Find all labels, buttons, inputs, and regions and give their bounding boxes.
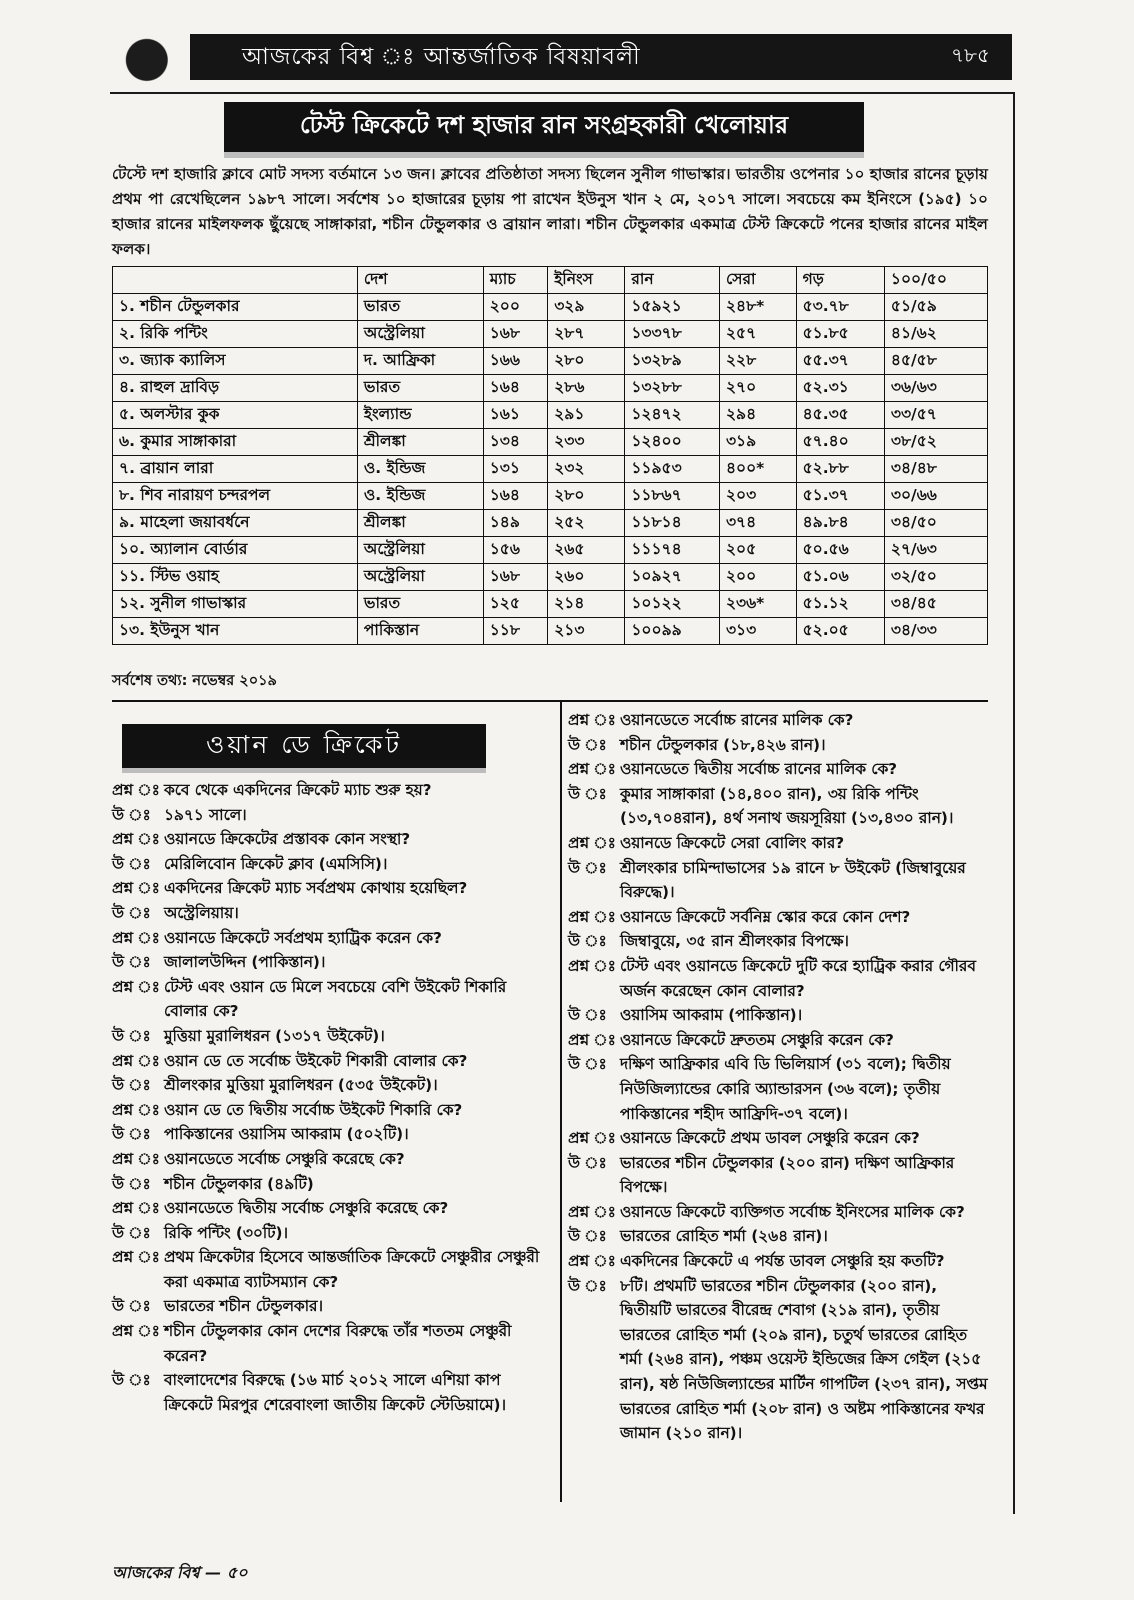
table-cell: ও. ইন্ডিজ	[357, 456, 483, 483]
table-cell: পাকিস্তান	[357, 618, 483, 645]
player-name-cell: ১২. সুনীল গাভাস্কার	[113, 591, 358, 618]
answer-text: মুত্তিয়া মুরালিধরন (১৩১৭ উইকেট)।	[164, 1026, 385, 1045]
table-cell: ৪০০*	[719, 456, 796, 483]
table-header-row	[113, 267, 988, 294]
question-text: ওয়ানডে ক্রিকেটের প্রস্তাবক কোন সংস্থা?	[164, 830, 411, 849]
answer	[112, 1368, 550, 1417]
table-cell: ৩২/৫০	[884, 564, 987, 591]
table-header-cell: ইনিংস	[548, 267, 625, 294]
question-label: প্রশ্ন ঃ	[112, 879, 160, 898]
table-cell: ২৯৪	[719, 402, 796, 429]
table-cell: ২৮৭	[548, 321, 625, 348]
answer-label: উ ঃ	[112, 1223, 151, 1242]
player-name-cell: ৭. ব্রায়ান লারা	[113, 456, 358, 483]
table-cell: ৩৪/৪৮	[884, 456, 987, 483]
table-cell: ৪৫.৩৫	[796, 402, 884, 429]
answer-label: উ ঃ	[112, 1174, 151, 1193]
question-label: প্রশ্ন ঃ	[568, 1030, 616, 1049]
answer-label: উ ঃ	[112, 1026, 151, 1045]
player-name-cell: ১১. স্টিভ ওয়াহ	[113, 564, 358, 591]
question-text: ওয়ানডেতে সর্বোচ্চ রানের মালিক কে?	[620, 711, 854, 729]
answer-text: শ্রীলংকার চামিন্দাভাসের ১৯ রানে ৮ উইকেট (জিম্বাবুয়ের বিরুদ্ধে)।	[620, 858, 966, 902]
answer	[112, 950, 550, 975]
table-row	[113, 483, 988, 510]
table-row	[113, 429, 988, 456]
table-header-cell	[113, 267, 358, 294]
answer-label: উ ঃ	[112, 953, 151, 972]
table-header-cell: রান	[625, 267, 720, 294]
table-cell: ৫৭.৪০	[796, 429, 884, 456]
intro-paragraph: টেস্টে দশ হাজারি ক্লাবে মোট সদস্য বর্তমানে ১৩ জন। ক্লাবের প্রতিষ্ঠাতা সদস্য ছিলেন সুনীল গাভাস্কার। ভারতীয় ওপেনার ১০ হাজার রানের চূড়ায় প্রথম পা রেখেছিলেন ১৯৮৭ সালে। সর্বশেষ ১০ হাজারের চূড়ায় পা রাখেন ইউনুস খান ২ মে, ২০১৭ সালে। সবচেয়ে কম ইনিংসে (১৯৫) ১০ হাজার রানের মাইলফলক ছুঁয়েছে সাঙ্গাকারা, শচীন টেন্ডুলকার ও ব্রায়ান লারা। শচীন টেন্ডুলকার একমাত্র টেস্ট ক্রিকেটে পনের হাজার রানের মাইল ফলক।	[112, 165, 988, 258]
table-cell: ১১৯৫৩	[625, 456, 720, 483]
question	[112, 876, 550, 901]
table-row	[113, 510, 988, 537]
answer-text: মেরিলিবোন ক্রিকেট ক্লাব (এমসিসি)।	[164, 854, 388, 873]
column-divider	[560, 702, 562, 1502]
section-divider	[112, 700, 988, 702]
table-cell: ৪৯.৮৪	[796, 510, 884, 537]
table-cell: ভারত	[357, 375, 483, 402]
table-cell: ১৩২৮৯	[625, 348, 720, 375]
question-label: প্রশ্ন ঃ	[112, 977, 160, 996]
table-row	[113, 402, 988, 429]
answer	[112, 803, 550, 828]
question-label: প্রশ্ন ঃ	[568, 833, 616, 852]
player-name-cell: ১০. অ্যালান বোর্ডার	[113, 537, 358, 564]
table-cell: ৫১.৩৭	[796, 483, 884, 510]
table-cell: ৪১/৬২	[884, 321, 987, 348]
question-label: প্রশ্ন ঃ	[568, 1129, 616, 1148]
odi-section-title: ওয়ান ডে ক্রিকেট	[122, 724, 486, 768]
table-cell: ২৬০	[548, 564, 625, 591]
table-cell: ৩৭৪	[719, 510, 796, 537]
answer-text: ১৯৭১ সালে।	[164, 805, 247, 824]
table-header-cell: সেরা	[719, 267, 796, 294]
answer-label: উ ঃ	[112, 1297, 151, 1316]
table-cell: ১২৫	[483, 591, 548, 618]
table-row	[113, 348, 988, 375]
answer-label: উ ঃ	[112, 1076, 151, 1095]
answer-text: দক্ষিণ আফ্রিকার এবি ডি ভিলিয়ার্স (৩১ বলে); দ্বিতীয় নিউজিল্যান্ডের কোরি অ্যান্ডারসন (৩৬ বলে); তৃতীয় পাকিস্তানের শহীদ আফ্রিদি-৩৭ বলে)।	[620, 1055, 951, 1123]
ornament-icon	[118, 28, 190, 86]
table-row	[113, 321, 988, 348]
question-text: ওয়ানডে ক্রিকেটে সর্বপ্রথম হ্যাট্রিক করেন কে?	[164, 928, 442, 947]
question-label: প্রশ্ন ঃ	[112, 1199, 160, 1218]
question	[568, 1249, 988, 1274]
answer-label: উ ঃ	[568, 784, 607, 803]
question-text: টেস্ট এবং ওয়ান ডে মিলে সবচেয়ে বেশি উইকেট শিকারি বোলার কে?	[164, 977, 507, 1021]
table-cell: ৩৪/৩৩	[884, 618, 987, 645]
question-label: প্রশ্ন ঃ	[112, 1248, 160, 1267]
table-cell: ৫১/৫৯	[884, 294, 987, 321]
question-text: ওয়ানডেতে সর্বোচ্চ সেঞ্চুরি করেছে কে?	[164, 1149, 405, 1168]
table-body	[113, 294, 988, 645]
table-cell: ১০১২২	[625, 591, 720, 618]
player-name-cell: ১. শচীন টেন্ডুলকার	[113, 294, 358, 321]
question-text: ওয়ান ডে তে দ্বিতীয় সর্বোচ্চ উইকেট শিকারি কে?	[164, 1100, 463, 1119]
ten-thousand-runs-table	[112, 266, 988, 645]
table-header-cell: গড়	[796, 267, 884, 294]
table-cell: ২৫৭	[719, 321, 796, 348]
table-cell: ৫৩.৭৮	[796, 294, 884, 321]
table-header-cell: ম্যাচ	[483, 267, 548, 294]
question	[568, 905, 988, 930]
table-cell: ১২৪০০	[625, 429, 720, 456]
question-text: ওয়ানডেতে দ্বিতীয় সর্বোচ্চ রানের মালিক কে?	[620, 760, 898, 779]
answer-label: উ ঃ	[568, 932, 607, 951]
answer-label: উ ঃ	[568, 1276, 607, 1295]
player-name-cell: ৩. জ্যাক ক্যালিস	[113, 348, 358, 375]
table-cell: ৫১.০৬	[796, 564, 884, 591]
answer	[568, 1003, 988, 1028]
question	[112, 1245, 550, 1294]
table-row	[113, 294, 988, 321]
table-cell: ১৫৬	[483, 537, 548, 564]
answer-text: বাংলাদেশের বিরুদ্ধে (১৬ মার্চ ২০১২ সালে এশিয়া কাপ ক্রিকেটে মিরপুর শেরেবাংলা জাতীয় ক্রিকেট স্টেডিয়ামে)।	[164, 1371, 507, 1414]
answer-text: শচীন টেন্ডুলকার (১৮,৪২৬ রান)।	[620, 735, 826, 754]
answer-label: উ ঃ	[568, 858, 607, 877]
answer-label: উ ঃ	[112, 903, 151, 922]
answer	[568, 1274, 988, 1446]
question	[568, 1028, 988, 1053]
header-title: আজকের বিশ্ব ঃ আন্তর্জাতিক বিষয়াবলী	[242, 43, 641, 70]
answer	[568, 1224, 988, 1249]
question	[112, 1049, 550, 1074]
table-row	[113, 537, 988, 564]
table-cell: ও. ইন্ডিজ	[357, 483, 483, 510]
answer	[568, 1052, 988, 1126]
section-title: টেস্ট ক্রিকেটে দশ হাজার রান সংগ্রহকারী খেলোয়ার	[224, 102, 864, 152]
table-cell: দ. আফ্রিকা	[357, 348, 483, 375]
table-cell: ২৩৬*	[719, 591, 796, 618]
table-cell: ৫৫.৩৭	[796, 348, 884, 375]
table-cell: ১৬৬	[483, 348, 548, 375]
qa-column-right	[568, 708, 988, 1446]
answer	[112, 1294, 550, 1319]
table-cell: ১৩১	[483, 456, 548, 483]
question	[568, 831, 988, 856]
table-cell: ১৬৪	[483, 483, 548, 510]
answer-text: জালালউদ্দিন (পাকিস্তান)।	[164, 953, 326, 972]
table-row	[113, 591, 988, 618]
table-cell: ২৭০	[719, 375, 796, 402]
table-cell: ১৬৪	[483, 375, 548, 402]
answer	[112, 1172, 550, 1197]
table-cell: ৫১.৮৫	[796, 321, 884, 348]
table-cell: ১৬৮	[483, 321, 548, 348]
table-cell: ৩৮/৫২	[884, 429, 987, 456]
answer-text: ভারতের শচীন টেন্ডুলকার।	[164, 1297, 323, 1316]
answer-label: উ ঃ	[112, 805, 151, 824]
question-text: ওয়ানডেতে দ্বিতীয় সর্বোচ্চ সেঞ্চুরি করেছে কে?	[164, 1199, 449, 1218]
answer-label: উ ঃ	[568, 1006, 607, 1025]
table-header-cell: ১০০/৫০	[884, 267, 987, 294]
table-cell: ২৭/৬৩	[884, 537, 987, 564]
table-cell: ২২৮	[719, 348, 796, 375]
question-label: প্রশ্ন ঃ	[112, 781, 160, 799]
table-cell: ৫১.১২	[796, 591, 884, 618]
answer	[568, 782, 988, 831]
question	[112, 1147, 550, 1172]
table-row	[113, 456, 988, 483]
page-footer: আজকের বিশ্ব — ৫০	[112, 1563, 248, 1582]
question-label: প্রশ্ন ঃ	[112, 1051, 160, 1070]
question	[568, 1200, 988, 1225]
answer-text: রিকি পন্টিং (৩০টি)।	[164, 1223, 288, 1242]
table-cell: ২০০	[483, 294, 548, 321]
table-cell: ১৩৩৭৮	[625, 321, 720, 348]
table-cell: ১১৮১৪	[625, 510, 720, 537]
table-cell: ১২৪৭২	[625, 402, 720, 429]
table-cell: ১১৮	[483, 618, 548, 645]
answer-text: পাকিস্তানের ওয়াসিম আকরাম (৫০২টি)।	[164, 1125, 409, 1144]
question-text: ওয়ানডে ক্রিকেটে দ্রুততম সেঞ্চুরি করেন কে?	[620, 1030, 894, 1049]
table-cell: ৩২৯	[548, 294, 625, 321]
question-label: প্রশ্ন ঃ	[568, 956, 616, 975]
question-label: প্রশ্ন ঃ	[112, 830, 160, 849]
answer	[568, 856, 988, 905]
question-text: কবে থেকে একদিনের ক্রিকেট ম্যাচ শুরু হয়?	[164, 781, 432, 799]
question-text: একদিনের ক্রিকেট ম্যাচ সর্বপ্রথম কোথায় হয়েছিল?	[164, 879, 468, 898]
table-cell: শ্রীলঙ্কা	[357, 429, 483, 456]
question	[112, 1319, 550, 1368]
table-cell: ১০৯২৭	[625, 564, 720, 591]
table-cell: ২০৫	[719, 537, 796, 564]
question	[568, 708, 988, 733]
question	[568, 954, 988, 1003]
table-cell: ২০০	[719, 564, 796, 591]
answer-text: অস্ট্রেলিয়ায়।	[164, 903, 239, 922]
table-cell: অস্ট্রেলিয়া	[357, 537, 483, 564]
answer-label: উ ঃ	[568, 1153, 607, 1172]
table-cell: ৩৩/৫৭	[884, 402, 987, 429]
table-cell: ২০৩	[719, 483, 796, 510]
answer	[112, 1122, 550, 1147]
table-cell: ২৮৬	[548, 375, 625, 402]
table-cell: শ্রীলঙ্কা	[357, 510, 483, 537]
answer-text: ওয়াসিম আকরাম (পাকিস্তান)।	[620, 1006, 803, 1025]
table-cell: ২৮০	[548, 483, 625, 510]
answer-text: শচীন টেন্ডুলকার (৪৯টি)	[164, 1174, 314, 1193]
question-text: ওয়ানডে ক্রিকেটে সেরা বোলিং কার?	[620, 833, 845, 852]
question-label: প্রশ্ন ঃ	[112, 1149, 160, 1168]
table-cell: অস্ট্রেলিয়া	[357, 321, 483, 348]
question	[112, 1098, 550, 1123]
answer-label: উ ঃ	[112, 1125, 151, 1144]
table-cell: ৩১৩	[719, 618, 796, 645]
qa-column-left	[112, 778, 550, 1417]
question-label: প্রশ্ন ঃ	[568, 760, 616, 779]
table-cell: ৫০.৫৬	[796, 537, 884, 564]
table-row	[113, 618, 988, 645]
player-name-cell: ২. রিকি পন্টিং	[113, 321, 358, 348]
table-cell: ১৩৪	[483, 429, 548, 456]
table-cell: ৫২.৩১	[796, 375, 884, 402]
player-name-cell: ৪. রাহুল দ্রাবিড়	[113, 375, 358, 402]
table-cell: ২৯১	[548, 402, 625, 429]
answer	[112, 901, 550, 926]
answer-label: উ ঃ	[568, 1227, 607, 1246]
table-cell: ৩৪/৫০	[884, 510, 987, 537]
answer	[568, 1151, 988, 1200]
player-name-cell: ৬. কুমার সাঙ্গাকারা	[113, 429, 358, 456]
question-label: প্রশ্ন ঃ	[568, 1202, 616, 1221]
table-cell: ৩১৯	[719, 429, 796, 456]
answer	[112, 1024, 550, 1049]
table-cell: ২৩৩	[548, 429, 625, 456]
question	[112, 975, 550, 1024]
table-cell: ১৩২৮৮	[625, 375, 720, 402]
table-cell: ১১১৭৪	[625, 537, 720, 564]
answer-label: উ ঃ	[112, 1371, 151, 1390]
question	[568, 757, 988, 782]
question	[112, 1196, 550, 1221]
table-cell: ১৬৮	[483, 564, 548, 591]
answer-label: উ ঃ	[568, 1055, 607, 1074]
question-text: শচীন টেন্ডুলকার কোন দেশের বিরুদ্ধে তাঁর শততম সেঞ্চুরী করেন?	[164, 1322, 512, 1365]
table-cell: ভারত	[357, 591, 483, 618]
answer	[112, 1221, 550, 1246]
question-text: ওয়ানডে ক্রিকেটে সর্বনিম্ন স্কোর করে কোন দেশ?	[620, 907, 911, 926]
table-cell: ২৮০	[548, 348, 625, 375]
table-cell: ১৬১	[483, 402, 548, 429]
running-header	[190, 34, 1012, 80]
question-label: প্রশ্ন ঃ	[568, 907, 616, 926]
table-cell: ৫২.৮৮	[796, 456, 884, 483]
question-text: টেস্ট এবং ওয়ানডে ক্রিকেটে দুটি করে হ্যাট্রিক করার গৌরব অর্জন করেছেন কোন বোলার?	[620, 956, 976, 1000]
player-name-cell: ১৩. ইউনুস খান	[113, 618, 358, 645]
question-text: একদিনের ক্রিকেটে এ পর্যন্ত ডাবল সেঞ্চুরি হয় কতটি?	[620, 1252, 945, 1271]
answer-text: ৮টি। প্রথমটি ভারতের শচীন টেন্ডুলকার (২০০ রান), দ্বিতীয়টি ভারতের বীরেন্দ্র শেবাগ (২১৯ রান), তৃতীয় ভারতের রোহিত শর্মা (২০৯ রান), চতুর্থ ভারতের রোহিত শর্মা (২৬৪ রান), পঞ্চম ওয়েস্ট ইন্ডিজের ক্রিস গেইল (২১৫ রান), ষষ্ঠ নিউজিল্যান্ডের মার্টিন গাপটিল (২৩৭ রান), সপ্তম ভারতের রোহিত শর্মা (২০৮ রান) ও অষ্টম পাকিস্তানের ফখর জামান (২১০ রান)।	[620, 1276, 988, 1443]
table-cell: ১১৮৬৭	[625, 483, 720, 510]
question	[112, 778, 550, 803]
table-cell: ভারত	[357, 294, 483, 321]
table-cell: ৩৪/৪৫	[884, 591, 987, 618]
question-label: প্রশ্ন ঃ	[568, 1252, 616, 1271]
question	[568, 1126, 988, 1151]
question-label: প্রশ্ন ঃ	[568, 711, 616, 729]
answer-label: উ ঃ	[568, 735, 607, 754]
answer-text: জিম্বাবুয়ে, ৩৫ রান শ্রীলংকার বিপক্ষে।	[620, 932, 849, 951]
player-name-cell: ৮. শিব নারায়ণ চন্দরপল	[113, 483, 358, 510]
question-text: ওয়ানডে ক্রিকেটে ব্যক্তিগত সর্বোচ্চ ইনিংসের মালিক কে?	[620, 1202, 965, 1221]
table-cell: ২৪৮*	[719, 294, 796, 321]
table-cell: ৩০/৬৬	[884, 483, 987, 510]
table-cell: ২১৪	[548, 591, 625, 618]
answer-text: ভারতের রোহিত শর্মা (২৬৪ রান)।	[620, 1227, 828, 1246]
answer	[568, 733, 988, 758]
answer	[112, 852, 550, 877]
page-number: ৭৮৫	[951, 42, 990, 67]
question	[112, 827, 550, 852]
player-name-cell: ৫. অলস্টার কুক	[113, 402, 358, 429]
table-cell: ৫২.০৫	[796, 618, 884, 645]
table-cell: ৪৫/৫৮	[884, 348, 987, 375]
question-label: প্রশ্ন ঃ	[112, 928, 160, 947]
source-note: সর্বশেষ তথ্য: নভেম্বর ২০১৯	[112, 673, 277, 689]
answer	[112, 1073, 550, 1098]
answer-label: উ ঃ	[112, 854, 151, 873]
table-header-cell: দেশ	[357, 267, 483, 294]
answer-text: কুমার সাঙ্গাকারা (১৪,৪০০ রান), ৩য় রিকি পন্টিং (১৩,৭০৪রান), ৪র্থ সনাথ জয়সূরিয়া (১৩,৪৩০ রান)।	[620, 784, 954, 828]
question-text: ওয়ান ডে তে সর্বোচ্চ উইকেট শিকারী বোলার কে?	[164, 1051, 468, 1070]
question-text: প্রথম ক্রিকেটার হিসেবে আন্তর্জাতিক ক্রিকেটে সেঞ্চুরীর সেঞ্চুরী করা একমাত্র ব্যাটসম্যান কে?	[164, 1248, 540, 1291]
table-cell: ১৫৯২১	[625, 294, 720, 321]
table-cell: ২১৩	[548, 618, 625, 645]
table-cell: ১৪৯	[483, 510, 548, 537]
table-row	[113, 375, 988, 402]
question	[112, 926, 550, 951]
table-cell: ১০০৯৯	[625, 618, 720, 645]
table-cell: ইংল্যান্ড	[357, 402, 483, 429]
answer	[568, 929, 988, 954]
question-label: প্রশ্ন ঃ	[112, 1100, 160, 1119]
table-cell: অস্ট্রেলিয়া	[357, 564, 483, 591]
table-cell: ২৩২	[548, 456, 625, 483]
player-name-cell: ৯. মাহেলা জয়াবর্ধনে	[113, 510, 358, 537]
question-label: প্রশ্ন ঃ	[112, 1322, 160, 1341]
table-row	[113, 564, 988, 591]
answer-text: শ্রীলংকার মুত্তিয়া মুরালিধরন (৫৩৫ উইকেট)।	[164, 1076, 438, 1095]
question-text: ওয়ানডে ক্রিকেটে প্রথম ডাবল সেঞ্চুরি করেন কে?	[620, 1129, 920, 1148]
table-cell: ৩৬/৬৩	[884, 375, 987, 402]
answer-text: ভারতের শচীন টেন্ডুলকার (২০০ রান) দক্ষিণ আফ্রিকার বিপক্ষে।	[620, 1153, 955, 1197]
table-cell: ২৫২	[548, 510, 625, 537]
table-cell: ২৬৫	[548, 537, 625, 564]
